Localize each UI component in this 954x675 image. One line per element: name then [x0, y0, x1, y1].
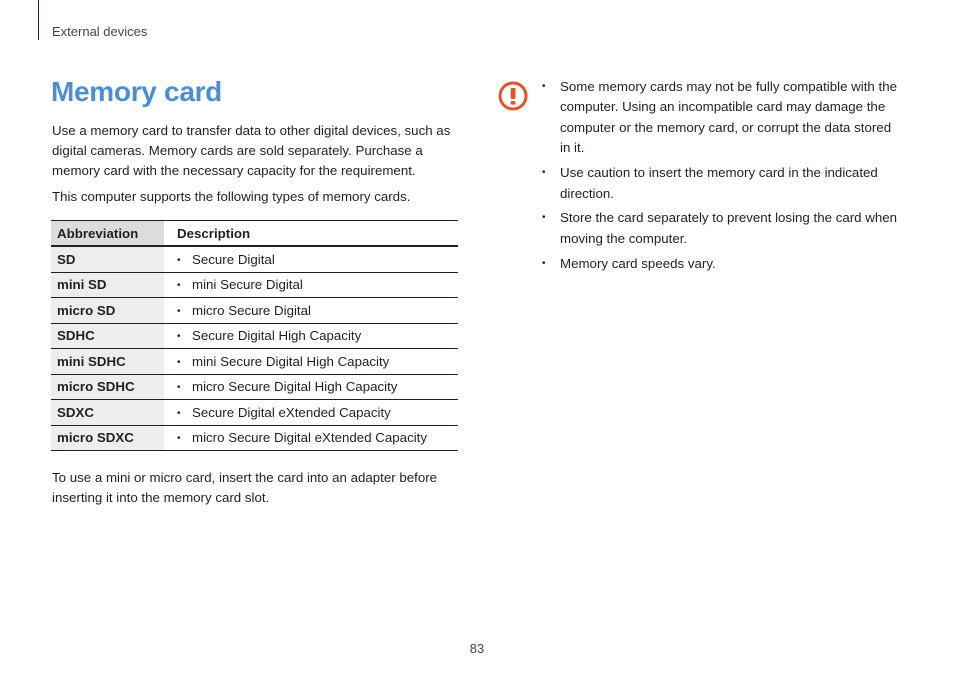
table-row	[51, 298, 458, 324]
bullet-icon: •	[177, 382, 181, 394]
caution-icon	[498, 81, 528, 111]
list-item	[540, 163, 900, 204]
bullet-icon: •	[542, 257, 546, 269]
table-row	[51, 374, 458, 400]
description-cell	[164, 323, 458, 349]
description-cell	[164, 298, 458, 324]
table-row	[51, 323, 458, 349]
description-text: Secure Digital eXtended Capacity	[192, 404, 391, 420]
description-cell	[164, 246, 458, 272]
caution-text: Store the card separately to prevent losing the card when moving the computer.	[560, 210, 898, 246]
column-header-description: Description	[164, 221, 458, 247]
memory-card-table	[51, 220, 458, 451]
header-divider	[38, 0, 39, 40]
description-text: mini Secure Digital	[192, 277, 303, 293]
list-item	[540, 77, 900, 159]
breadcrumb: External devices	[52, 24, 148, 39]
description-cell	[164, 349, 458, 375]
description-text: micro Secure Digital	[192, 302, 311, 318]
bullet-icon: •	[177, 254, 181, 266]
description-cell	[164, 400, 458, 426]
page-number: 83	[469, 641, 485, 656]
description-text: mini Secure Digital High Capacity	[192, 353, 390, 369]
bullet-icon: •	[542, 81, 546, 92]
table-row	[51, 349, 458, 375]
caution-text: Some memory cards may not be fully compatible with the computer. Using an incompatible card may damage the computer or the memory card, or corrupt the data stored in it.	[560, 79, 897, 156]
intro-paragraph: Use a memory card to transfer data to other digital devices, such as digital cameras. Memory cards are sold separately. Purchase a memory card with the necessary capacity for the requirement.	[52, 123, 451, 178]
description-cell	[164, 374, 458, 400]
page-title: Memory card	[51, 76, 222, 107]
adapter-note-paragraph: To use a mini or micro card, insert the card into an adapter before inserting it into the memory card slot.	[52, 470, 438, 505]
bullet-icon: •	[177, 356, 181, 368]
abbreviation-cell: micro SDXC	[51, 425, 164, 451]
bullet-icon: •	[177, 305, 181, 317]
description-text: Secure Digital	[192, 251, 275, 267]
bullet-icon: •	[177, 331, 181, 343]
bullet-icon: •	[177, 407, 181, 419]
abbreviation-cell: micro SDHC	[51, 374, 164, 400]
table-row	[51, 400, 458, 426]
table-header-row	[51, 221, 458, 247]
description-text: micro Secure Digital eXtended Capacity	[192, 430, 428, 446]
bullet-icon: •	[177, 433, 181, 445]
caution-list	[540, 77, 900, 279]
supported-types-paragraph: This computer supports the following types of memory cards.	[52, 189, 411, 204]
description-text: micro Secure Digital High Capacity	[192, 379, 398, 395]
bullet-icon: •	[542, 167, 546, 179]
abbreviation-cell: SDXC	[51, 400, 164, 426]
description-cell	[164, 425, 458, 451]
bullet-icon: •	[177, 280, 181, 292]
bullet-icon: •	[542, 212, 546, 224]
abbreviation-cell: SD	[51, 246, 164, 272]
caution-text: Use caution to insert the memory card in the indicated direction.	[560, 165, 878, 201]
abbreviation-cell: mini SDHC	[51, 349, 164, 375]
list-item	[540, 208, 900, 249]
table-row	[51, 246, 458, 272]
abbreviation-cell: mini SD	[51, 272, 164, 298]
caution-text: Memory card speeds vary.	[560, 255, 716, 271]
abbreviation-cell: micro SD	[51, 298, 164, 324]
table-row	[51, 425, 458, 451]
abbreviation-cell: SDHC	[51, 323, 164, 349]
column-header-abbreviation: Abbreviation	[51, 221, 164, 247]
description-cell	[164, 272, 458, 298]
list-item	[540, 254, 900, 274]
description-text: Secure Digital High Capacity	[192, 328, 362, 344]
table-row	[51, 272, 458, 298]
